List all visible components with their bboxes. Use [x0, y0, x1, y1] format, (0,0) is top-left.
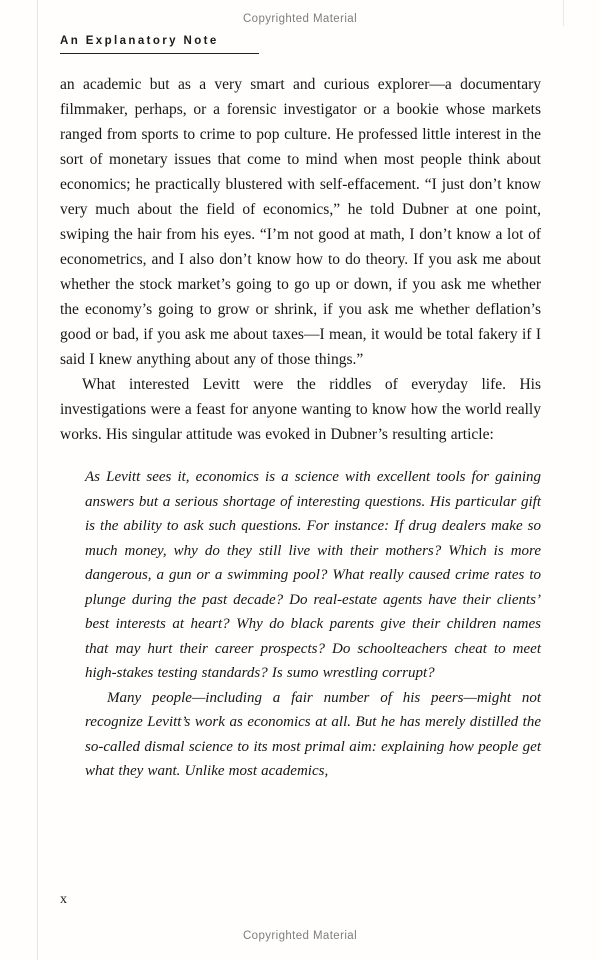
- copyright-notice-bottom: Copyrighted Material: [242, 930, 358, 942]
- page-text-block: [60, 72, 541, 784]
- quote-paragraph: As Levitt sees it, economics is a science with excellent tools for gaining answers but a serious shortage of interesting questions. His particular gift is the ability to ask such questions. For instance: If drug dealers make so much money, why do they still live with their mothers? Which is more dangerous, a gun or a swimming pool? What really caused crime rates to plunge during the past decade? Do real-estate agents have their clients’ best interests at heart? Why do black parents give their children names that may hurt their career prospects? Do schoolteachers cheat to meet high-stakes testing standards? Is sumo wrestling corrupt?: [85, 469, 541, 681]
- paragraph: What interested Levitt were the riddles of everyday life. His investigations were a feast for anyone wanting to know how the world really works. His singular attitude was evoked in Dubner’s resulting article:: [60, 376, 541, 443]
- paragraph-continuation: an academic but as a very smart and curious explorer—a documentary filmmaker, perhaps, or a forensic investigator or a bookie whose markets ranged from sports to crime to pop culture. He professed little interest in the sort of monetary issues that come to mind when most people think about economics; he practically blustered with self-effacement. “I just don’t know very much about the field of economics,” he told Dubner at one point, swiping the hair from his eyes. “I’m not good at math, I don’t know a lot of econometrics, and I also don’t know how to do theory. If you ask me about whether the stock market’s going to go up or down, if you ask me whether the economy’s going to grow or shrink, if you ask me whether deflation’s good or bad, if you ask me about taxes—I mean, it would be total fakery if I said I knew anything about any of those things.”: [60, 76, 541, 368]
- page-edge-line-left: [37, 0, 38, 960]
- copyright-notice-top: Copyrighted Material: [242, 13, 358, 25]
- article-block-quote: [85, 465, 541, 784]
- page-number: x: [60, 892, 67, 907]
- quote-paragraph: Many people—including a fair number of his peers—might not recognize Levitt’s work as economics at all. But he has merely distilled the so-called dismal science to its most primal aim: explaining how people get what they want. Unlike most academics,: [85, 689, 541, 779]
- running-header: An Explanatory Note: [60, 35, 259, 54]
